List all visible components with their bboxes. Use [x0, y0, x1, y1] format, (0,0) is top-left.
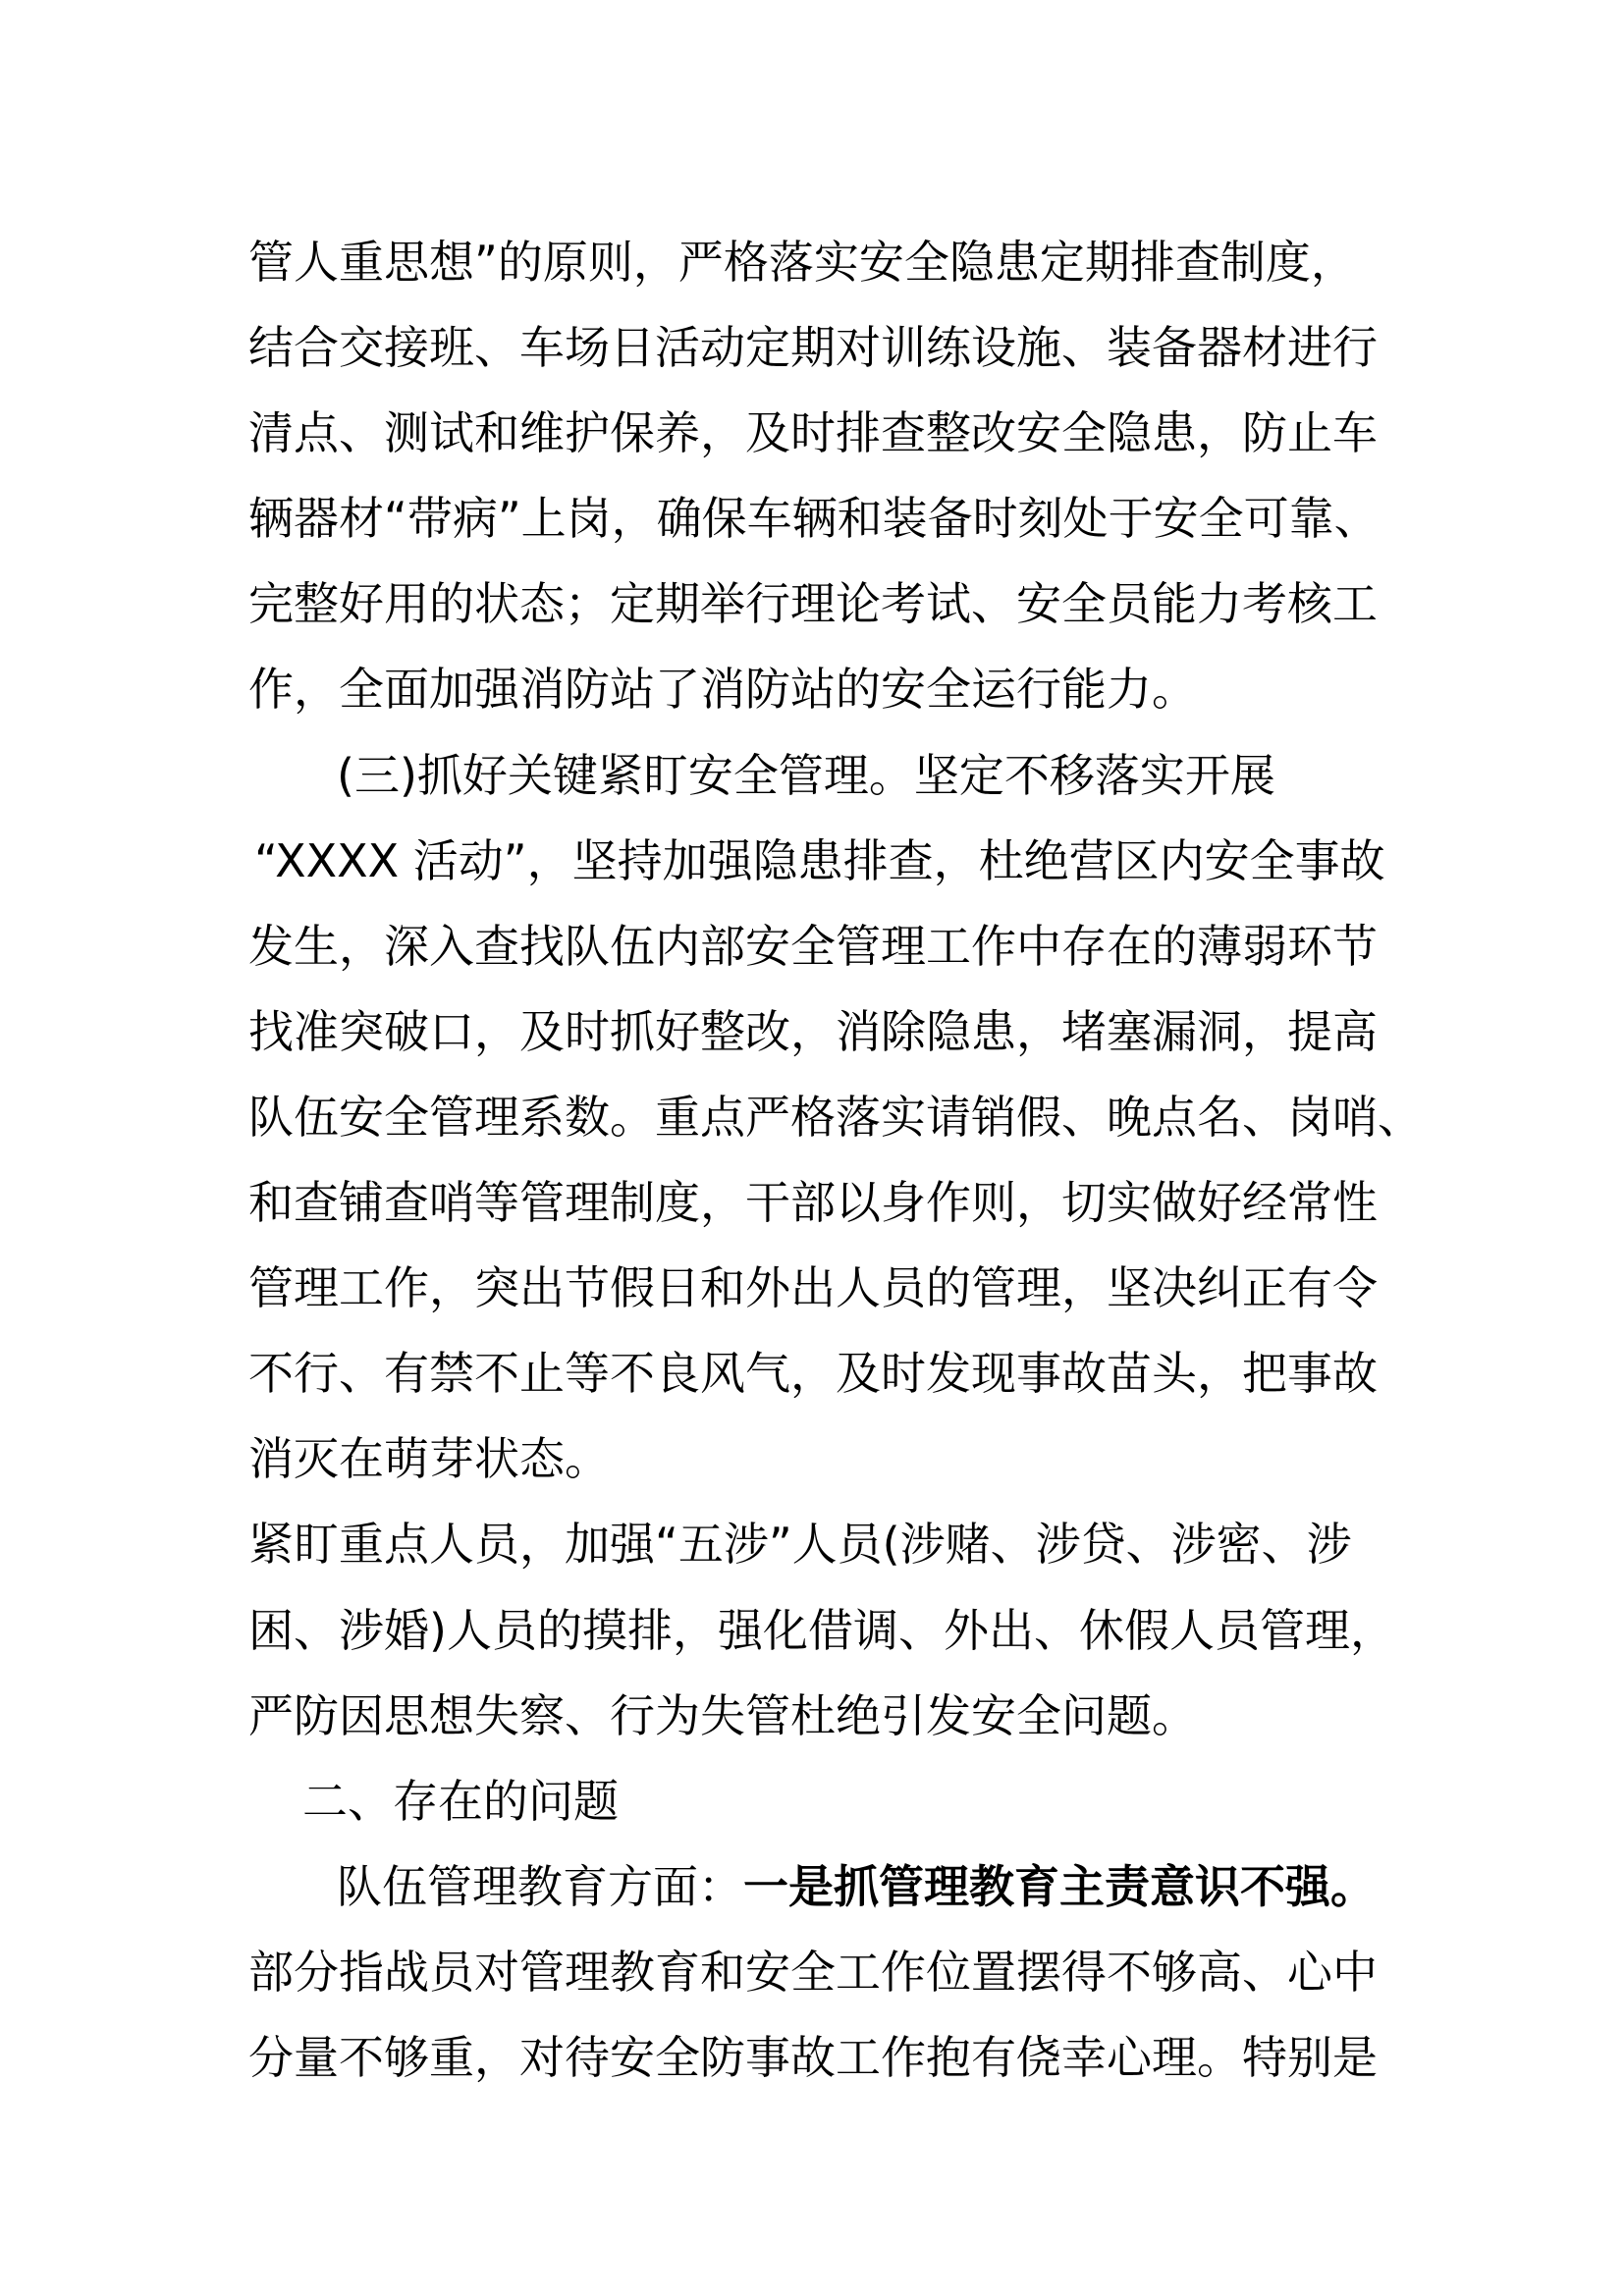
text-line: 找准突破口，及时抓好整改，消除隐患，堵塞漏洞，提高	[248, 1004, 1378, 1058]
issue-paragraph-start	[248, 1844, 1407, 1930]
text-line: 完整好用的状态；定期举行理论考试、安全员能力考核工	[248, 577, 1378, 631]
issue-bold-point: 一是抓管理教育主责意识不强。	[743, 1859, 1376, 1913]
text-line: 辆器材“带病”上岗，确保车辆和装备时刻处于安全可靠、	[248, 492, 1380, 546]
section-heading: 二、存在的问题	[302, 1774, 619, 1828]
text-line: 管人重思想”的原则，严格落实安全隐患定期排查制度，	[248, 236, 1356, 289]
text-line: 部分指战员对管理教育和安全工作位置摆得不够高、心中	[248, 1945, 1378, 1999]
text-line: 消灭在萌芽状态。	[248, 1432, 610, 1486]
text-line: 困、涉婚)人员的摸排，强化借调、外出、休假人员管理，	[248, 1603, 1395, 1657]
text-line: 和查铺查哨等管理制度，干部以身作则，切实做好经常性	[248, 1176, 1378, 1230]
text-line: 结合交接班、车场日活动定期对训练设施、装备器材进行	[248, 321, 1378, 375]
text-line: 分量不够重，对待安全防事故工作抱有侥幸心理。特别是	[248, 2030, 1378, 2084]
document-page	[248, 220, 1423, 2101]
subsection-heading-line: (三)抓好关键紧盯安全管理。坚定不移落实开展	[337, 748, 1275, 802]
text-line: 管理工作，突出节假日和外出人员的管理，坚决纠正有令	[248, 1261, 1378, 1315]
text-line: 清点、测试和维护保养，及时排查整改安全隐患，防止车	[248, 406, 1378, 460]
text-line: 不行、有禁不止等不良风气，及时发现事故苗头，把事故	[248, 1347, 1378, 1401]
text-line: “XXXX 活动”，坚持加强隐患排查，杜绝营区内安全事故	[254, 833, 1385, 887]
issue-lead: 队伍管理教育方面：	[337, 1859, 743, 1913]
text-line: 发生，深入查找队伍内部安全管理工作中存在的薄弱环节	[248, 919, 1378, 973]
text-line: 作，全面加强消防站了消防站的安全运行能力。	[248, 663, 1197, 717]
text-line: 队伍安全管理系数。重点严格落实请销假、晚点名、岗哨、	[248, 1090, 1423, 1144]
text-line: 严防因思想失察、行为失管杜绝引发安全问题。	[248, 1688, 1197, 1742]
text-line: 紧盯重点人员，加强“五涉”人员(涉赌、涉贷、涉密、涉	[248, 1518, 1352, 1572]
